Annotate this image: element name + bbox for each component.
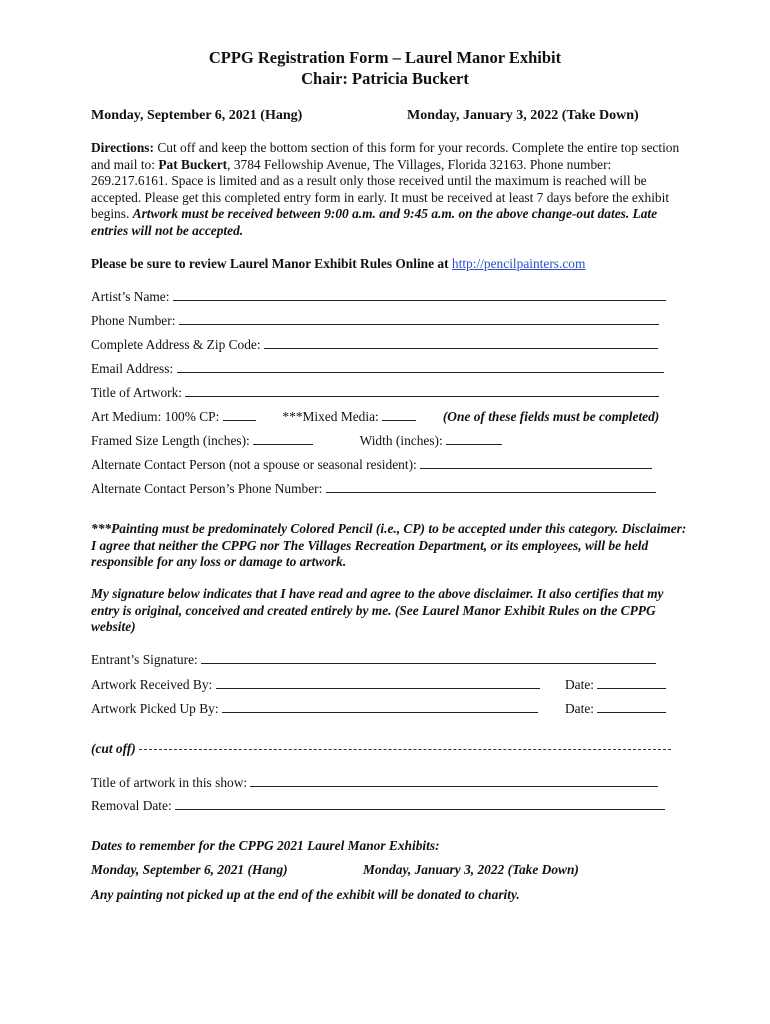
picked-label: Artwork Picked Up By: (91, 701, 219, 716)
received-label: Artwork Received By: (91, 677, 213, 692)
disclaimer-paragraph: ***Painting must be predominately Colored Pencil (i.e., CP) to be accepted under this category. Disclaimer: I agree that neither the CPPG nor The Villages Recreation Department, or its employees, will be held responsible for any loss or damage to artwork. (91, 521, 687, 570)
alt-phone-label: Alternate Contact Person’s Phone Number: (91, 481, 323, 496)
removal-row (91, 798, 665, 814)
contact-name: Pat Buckert (158, 156, 228, 172)
donate-note: Any painting not picked up at the end of the exhibit will be donated to charity. (91, 887, 520, 902)
size-row (91, 433, 502, 449)
mixed-media-input[interactable] (382, 409, 416, 421)
phone-label: Phone Number: (91, 313, 176, 328)
medium-row (91, 409, 659, 425)
cutoff-dashed-line (139, 749, 671, 750)
received-date-group (565, 677, 666, 693)
title-show-label: Title of artwork in this show: (91, 775, 248, 790)
email-label: Email Address: (91, 361, 174, 376)
address-label: Complete Address & Zip Code: (91, 337, 261, 352)
phone-row (91, 313, 659, 329)
rules-text: Please be sure to review Laurel Manor Exhibit Rules Online at (91, 256, 452, 271)
artist-name-label: Artist’s Name: (91, 289, 170, 304)
width-label: Width (inches): (359, 433, 443, 448)
email-input[interactable] (177, 361, 664, 373)
directions-label: Directions: (91, 140, 154, 155)
artwork-title-row (91, 385, 659, 401)
directions-text-1: Cut off and keep the bottom section of this form for your records. Complete the entire top section and mail to: (91, 140, 680, 172)
rules-line (91, 256, 585, 272)
received-date-label: Date: (565, 677, 594, 692)
length-input[interactable] (253, 433, 313, 445)
rules-link[interactable]: http://pencilpainters.com (451, 256, 586, 271)
form-chair: Chair: Patricia Buckert (301, 69, 469, 88)
directions-paragraph (91, 140, 681, 240)
alt-phone-row (91, 481, 656, 497)
picked-date-label: Date: (565, 701, 594, 716)
artist-name-row (91, 289, 666, 305)
address-row (91, 337, 658, 353)
picked-date-group (565, 701, 666, 717)
removal-label: Removal Date: (91, 798, 172, 813)
takedown-date: Monday, January 3, 2022 (Take Down) (407, 108, 639, 123)
removal-input[interactable] (175, 798, 665, 810)
alt-contact-input[interactable] (420, 457, 652, 469)
cutoff-label: (cut off) (91, 741, 136, 756)
artwork-title-input[interactable] (185, 385, 659, 397)
entrant-signature-input[interactable] (201, 652, 656, 664)
alt-phone-input[interactable] (326, 481, 656, 493)
entrant-signature-row (91, 652, 656, 668)
received-date-input[interactable] (597, 677, 666, 689)
mixed-media-label: ***Mixed Media: (282, 409, 379, 424)
artist-name-input[interactable] (173, 289, 666, 301)
alt-contact-row (91, 457, 652, 473)
bottom-hang-date: Monday, September 6, 2021 (Hang) (91, 862, 288, 877)
artwork-title-label: Title of Artwork: (91, 385, 183, 400)
entrant-signature-label: Entrant’s Signature: (91, 652, 198, 667)
certify-paragraph: My signature below indicates that I have read and agree to the above disclaimer. It also certifies that my entry is original, conceived and created entirely by me. (See Laurel Manor Exhibit Rules on the CPPG website) (91, 586, 664, 635)
length-label: Framed Size Length (inches): (91, 433, 250, 448)
address-input[interactable] (264, 337, 658, 349)
received-input[interactable] (216, 677, 540, 689)
alt-contact-label: Alternate Contact Person (not a spouse or seasonal resident): (91, 457, 417, 472)
received-row (91, 677, 540, 693)
cutoff-row (91, 741, 671, 757)
phone-input[interactable] (179, 313, 659, 325)
picked-date-input[interactable] (597, 701, 666, 713)
directions-emphasis: Artwork must be received between 9:00 a.m. and 9:45 a.m. on the above change-out dates. Late entries will not be accepted. (91, 206, 658, 238)
form-title: CPPG Registration Form – Laurel Manor Exhibit (208, 48, 562, 67)
medium-cp-input[interactable] (223, 409, 256, 421)
bottom-takedown-date: Monday, January 3, 2022 (Take Down) (363, 862, 579, 877)
width-input[interactable] (446, 433, 502, 445)
medium-note: (One of these fields must be completed) (442, 409, 660, 424)
email-row (91, 361, 664, 377)
picked-row (91, 701, 538, 717)
title-show-input[interactable] (250, 775, 658, 787)
directions-text-2: , 3784 Fellowship Avenue, The Villages, Florida 32163. Phone number: 269.217.6161. Space is limited and as a result only those received until the maximum is reached will be accepted. Please get this completed entry form in early. It must be received at least 7 days before the exhibit begins. (91, 156, 670, 222)
title-show-row (91, 775, 658, 791)
medium-label: Art Medium: 100% CP: (91, 409, 220, 424)
hang-date: Monday, September 6, 2021 (Hang) (91, 108, 303, 123)
remember-heading: Dates to remember for the CPPG 2021 Laurel Manor Exhibits: (91, 838, 440, 853)
picked-input[interactable] (222, 701, 538, 713)
